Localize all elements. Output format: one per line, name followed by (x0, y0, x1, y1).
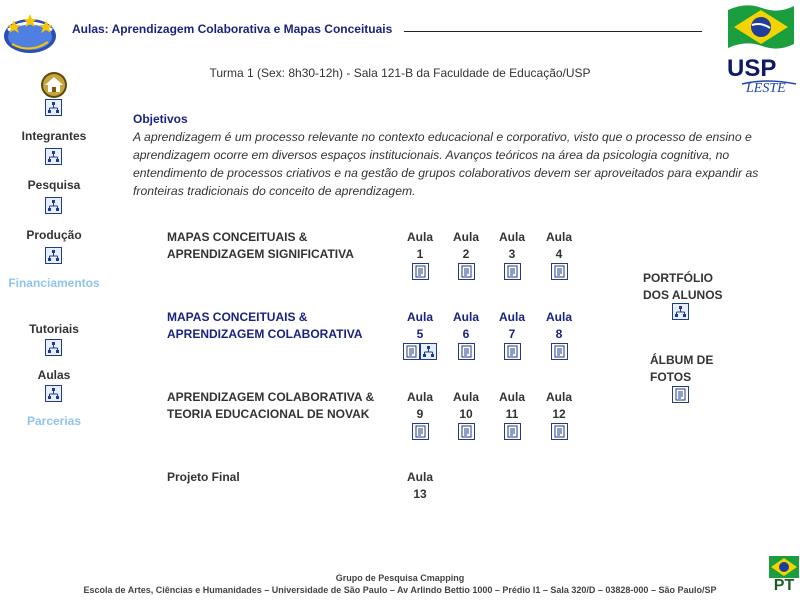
objectives-text: A aprendizagem é um processo relevante no contexto educacional e corporativo, visto que o processo de ensino e aprendizagem ocorre em diversos espaços institucionais. Avanços teóricos na área da psicologia cognitiva, no entendimento de processos criativos e na gestão de grupos colaborativos devem ser aproveitados para expandir as fronteiras tradicionais do conceito de aprendizagem. (133, 130, 759, 198)
module-title-line: MAPAS CONCEITUAIS & (167, 310, 308, 324)
lesson-number: 11 (505, 407, 519, 421)
brazil-flag-image (726, 2, 796, 52)
nav-item-tutoriais[interactable]: Tutoriais (29, 322, 79, 336)
lesson-number: 12 (552, 407, 566, 421)
sitemap-icon[interactable] (672, 303, 689, 320)
lesson-link[interactable] (495, 309, 529, 343)
objectives-heading: Objetivos (133, 112, 188, 126)
portfolio-label-line: PORTFÓLIO (643, 271, 713, 285)
module-title (167, 229, 387, 263)
lesson-number: 2 (462, 247, 470, 261)
lesson-link[interactable] (403, 229, 437, 263)
nav-item-pesquisa[interactable]: Pesquisa (27, 178, 81, 192)
document-icon[interactable] (504, 343, 521, 360)
module-title (167, 469, 387, 486)
lesson-number: 1 (416, 247, 424, 261)
module-title (167, 389, 387, 423)
title-divider (404, 31, 702, 32)
lesson-link[interactable] (542, 229, 576, 263)
nav-item-producao[interactable]: Produção (26, 228, 82, 242)
module-title-line: APRENDIZAGEM COLABORATIVA & (167, 390, 375, 404)
document-icon[interactable] (672, 386, 689, 403)
brazil-flag-icon[interactable] (769, 556, 799, 578)
footer-address: Escola de Artes, Ciências e Humanidades – Universidade de São Paulo – Av Arlindo Bettio 1000 – Prédio I1 – Sala 320/D – 03828-000 – São Paulo/SP (83, 585, 717, 595)
sitemap-icon[interactable] (45, 385, 62, 402)
lesson-word: Aula (406, 390, 433, 404)
lesson-word: Aula (406, 470, 433, 484)
lesson-number: 10 (459, 407, 473, 421)
module-title[interactable] (167, 309, 387, 343)
nav-item-parcerias[interactable]: Parcerias (26, 414, 82, 428)
document-icon[interactable] (504, 423, 521, 440)
lesson-link[interactable] (542, 389, 576, 423)
lesson-link[interactable] (542, 309, 576, 343)
lesson-number: 7 (508, 327, 516, 341)
lesson-word: Aula (545, 390, 572, 404)
document-icon[interactable] (403, 343, 420, 360)
lesson-number: 9 (416, 407, 424, 421)
nav-item-aulas[interactable]: Aulas (37, 368, 71, 382)
lesson-link[interactable] (403, 309, 437, 343)
lesson-word: Aula (545, 230, 572, 244)
usp-logo-text: USP (727, 55, 777, 82)
document-icon[interactable] (551, 343, 568, 360)
lesson-word: Aula (406, 310, 433, 324)
lesson-number: 8 (555, 327, 563, 341)
lesson-number: 6 (462, 327, 470, 341)
module-title-line: Projeto Final (167, 470, 240, 484)
document-icon[interactable] (412, 263, 429, 280)
document-icon[interactable] (458, 263, 475, 280)
sitemap-icon[interactable] (45, 148, 62, 165)
module-title-line: APRENDIZAGEM COLABORATIVA (167, 327, 363, 341)
lesson-word: Aula (498, 390, 525, 404)
language-label[interactable]: PT (773, 577, 795, 594)
sitemap-icon[interactable] (45, 247, 62, 264)
portfolio-link[interactable] (643, 270, 723, 304)
lesson-word: Aula (498, 230, 525, 244)
footer-group-name: Grupo de Pesquisa Cmapping (335, 573, 465, 583)
lesson-number: 3 (508, 247, 516, 261)
document-icon[interactable] (504, 263, 521, 280)
lesson-word: Aula (498, 310, 525, 324)
album-label-line: FOTOS (650, 370, 692, 384)
module-title-line: TEORIA EDUCACIONAL DE NOVAK (167, 407, 370, 421)
document-icon[interactable] (551, 263, 568, 280)
module-title-line: APRENDIZAGEM SIGNIFICATIVA (167, 247, 354, 261)
lesson-number: 4 (555, 247, 563, 261)
lesson-word: Aula (452, 230, 479, 244)
sitemap-icon[interactable] (45, 339, 62, 356)
lesson-link[interactable] (403, 469, 437, 503)
document-icon[interactable] (458, 423, 475, 440)
document-icon[interactable] (458, 343, 475, 360)
document-icon[interactable] (551, 423, 568, 440)
sitemap-icon[interactable] (45, 99, 62, 116)
page-title: Aulas: Aprendizagem Colaborativa e Mapas Conceituais (72, 22, 393, 36)
lesson-link[interactable] (403, 389, 437, 423)
lesson-link[interactable] (495, 229, 529, 263)
lesson-word: Aula (452, 310, 479, 324)
nav-item-integrantes[interactable]: Integrantes (21, 129, 87, 143)
nav-item-financiamentos[interactable]: Financiamentos (8, 276, 100, 290)
module-title-line: MAPAS CONCEITUAIS & (167, 230, 308, 244)
lesson-number: 13 (413, 487, 427, 501)
cmapping-logo (2, 6, 58, 56)
class-schedule-subtitle: Turma 1 (Sex: 8h30-12h) - Sala 121-B da Faculdade de Educação/USP (209, 66, 591, 80)
usp-logo-subtext: LESTE (746, 81, 786, 94)
lesson-link[interactable] (495, 389, 529, 423)
home-icon[interactable] (40, 71, 68, 99)
lesson-word: Aula (452, 390, 479, 404)
photo-album-link[interactable] (650, 352, 713, 386)
lesson-number: 5 (416, 327, 424, 341)
sitemap-icon[interactable] (420, 343, 437, 360)
album-label-line: ÁLBUM DE (650, 353, 714, 367)
lesson-word: Aula (545, 310, 572, 324)
document-icon[interactable] (412, 423, 429, 440)
lesson-link[interactable] (449, 229, 483, 263)
lesson-link[interactable] (449, 309, 483, 343)
lesson-word: Aula (406, 230, 433, 244)
portfolio-label-line: DOS ALUNOS (643, 288, 723, 302)
lesson-link[interactable] (449, 389, 483, 423)
sitemap-icon[interactable] (45, 197, 62, 214)
